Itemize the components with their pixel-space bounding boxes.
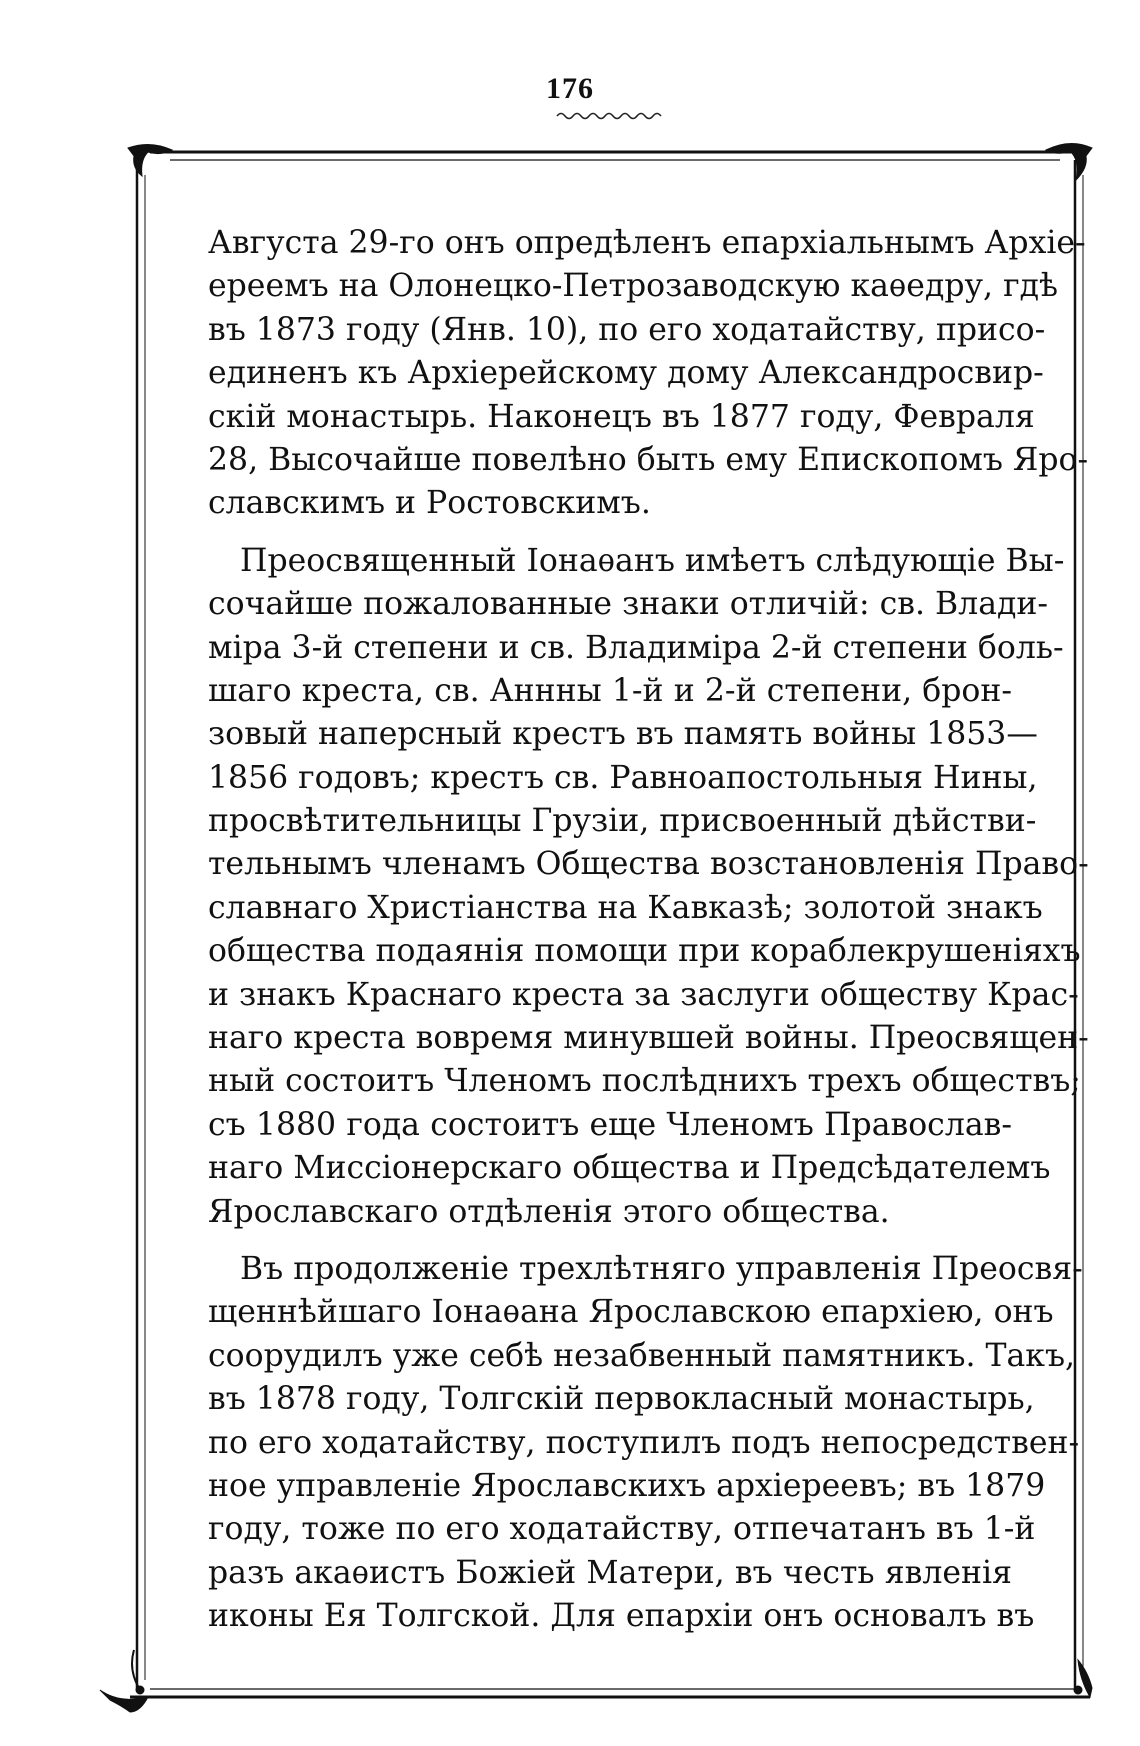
text-line: наго креста вовремя минувшей войны. Преосвящен-: [208, 1020, 1089, 1057]
text-line: Августа 29-го онъ опредѣленъ епархіальнымъ Архіе-: [208, 225, 1086, 261]
text-line: славскимъ и Ростовскимъ.: [208, 485, 651, 522]
text-line: 28, Высочайше повелѣно быть ему Епископомъ Яро-: [208, 441, 1089, 478]
corner-ornament-top-left: [128, 144, 172, 176]
text-line: ереемъ на Олонецко-Петрозаводскую каѳедру, гдѣ: [208, 268, 1058, 305]
text-line: наго Миссіонерскаго общества и Предсѣдателемъ: [208, 1150, 1051, 1187]
text-line: просвѣтительницы Грузіи, присвоенный дѣйстви-: [208, 803, 1037, 840]
text-line: міра 3-й степени и св. Владиміра 2-й степени боль-: [208, 629, 1064, 666]
body-text: [208, 222, 1089, 1639]
text-line: скій монастырь. Наконецъ въ 1877 году, Февраля: [208, 398, 1035, 435]
text-line: единенъ къ Архіерейскому дому Александросвир-: [208, 355, 1044, 392]
corner-ornament-top-right: [1046, 143, 1092, 180]
text-line: славнаго Христіанства на Кавказѣ; золотой знакъ: [208, 889, 1043, 926]
text-line: по его ходатайству, поступилъ подъ непосредствен-: [208, 1424, 1080, 1461]
text-line: щеннѣйшаго Іонаѳана Ярославскою епархіею, онъ: [208, 1294, 1054, 1331]
text-line: 1856 годовъ; крестъ св. Равноапостольныя Нины,: [208, 759, 1038, 796]
text-line: въ 1873 году (Янв. 10), по его ходатайству, присо-: [208, 311, 1046, 348]
text-line: иконы Ея Толгской. Для епархіи онъ основалъ въ: [208, 1598, 1035, 1635]
text-line: и знакъ Краснаго креста за заслуги обществу Крас-: [208, 976, 1079, 1013]
corner-ornament-bottom-left: [100, 1650, 148, 1712]
text-line: шаго креста, св. Аннны 1-й и 2-й степени, брон-: [208, 672, 1012, 709]
text-line: Ярославскаго отдѣленія этого общества.: [208, 1193, 890, 1230]
text-line: ное управленіе Ярославскихъ архіереевъ; въ 1879: [208, 1467, 1046, 1504]
text-line: ный состоитъ Членомъ послѣднихъ трехъ обществъ;: [208, 1063, 1081, 1100]
paragraph-gap: [208, 1234, 1012, 1248]
page-number: 176: [546, 72, 594, 105]
text-line: въ 1878 году, Толгскій первокласный монастырь,: [208, 1381, 1035, 1418]
paragraph: [208, 540, 1089, 1234]
text-line: соорудилъ уже себѣ незабвенный памятникъ. Такъ,: [208, 1337, 1076, 1374]
text-line: году, тоже по его ходатайству, отпечатанъ въ 1-й: [208, 1511, 1036, 1548]
text-line: Преосвященный Іонаѳанъ имѣетъ слѣдующіе Вы-: [240, 542, 1065, 579]
text-line: зовый наперсный крестъ въ память войны 1853—: [208, 716, 1038, 753]
text-line: Въ продолженіе трехлѣтняго управленія Преосвя-: [240, 1250, 1083, 1287]
text-line: общества подаянія помощи при кораблекрушеніяхъ: [208, 933, 1081, 970]
text-line: съ 1880 года состоитъ еще Членомъ Православ-: [208, 1106, 1012, 1143]
paragraph: [208, 222, 1089, 526]
text-line: разъ акаѳистъ Божіей Матери, въ честь явленія: [208, 1554, 1012, 1591]
text-line: сочайше пожалованные знаки отличій: св. Влади-: [208, 586, 1049, 623]
paragraph-gap: [208, 526, 1012, 540]
paragraph: [208, 1248, 1083, 1639]
text-line: тельнымъ членамъ Общества возстановленія Право-: [208, 846, 1089, 883]
